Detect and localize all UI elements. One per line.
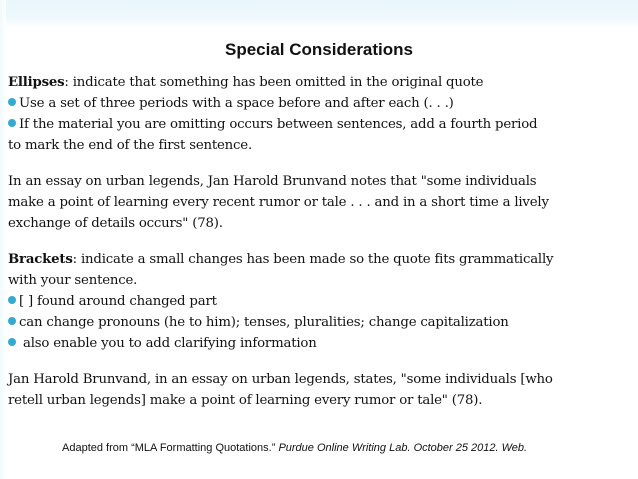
brackets-definition-continued: with your sentence.: [8, 273, 138, 288]
brackets-term: Brackets: [8, 252, 73, 267]
brackets-example: [8, 369, 633, 411]
bullet-icon: [8, 119, 16, 127]
brackets-definition: [8, 249, 633, 291]
ellipses-definition: [8, 72, 633, 93]
ellipses-example: [8, 171, 633, 234]
slide-body: [8, 72, 633, 411]
list-item: [8, 312, 633, 333]
ellipses-example-line-1: In an essay on urban legends, Jan Harold Brunvand notes that "some individuals: [8, 174, 537, 189]
ellipses-bullet-2-continued: to mark the end of the first sentence.: [8, 138, 252, 153]
ellipses-example-line-2: make a point of learning every recent rumor or tale . . . and in a short time a lively: [8, 195, 549, 210]
brackets-bullet-3: also enable you to add clarifying information: [19, 336, 317, 351]
brackets-example-line-2: retell urban legends] make a point of learning every rumor or tale" (78).: [8, 393, 483, 408]
ellipses-example-line-3: exchange of details occurs" (78).: [8, 216, 223, 231]
slide-title: Special Considerations: [225, 40, 413, 59]
bullet-icon: [8, 338, 16, 346]
top-decorative-bar: [0, 0, 638, 28]
ellipses-bullet-2: If the material you are omitting occurs between sentences, add a fourth period: [19, 117, 538, 132]
ellipses-bullet-1: Use a set of three periods with a space before and after each (. . .): [19, 96, 454, 111]
bullet-icon: [8, 296, 16, 304]
brackets-example-line-1: Jan Harold Brunvand, in an essay on urban legends, states, "some individuals [who: [8, 372, 553, 387]
bullet-icon: [8, 98, 16, 106]
left-decorative-edge: [0, 0, 6, 479]
citation-source: Purdue Online Writing Lab. October 25 2012. Web.: [278, 442, 528, 454]
list-item: [8, 114, 633, 156]
list-item: [8, 291, 633, 312]
list-item: [8, 93, 633, 114]
ellipses-definition-text: : indicate that something has been omitted in the original quote: [64, 75, 484, 90]
ellipses-term: Ellipses: [8, 75, 65, 90]
brackets-bullet-2: can change pronouns (he to him); tenses, pluralities; change capitalization: [19, 315, 509, 330]
list-item: [8, 333, 633, 354]
citation-prefix: Adapted from “MLA Formatting Quotations.”: [62, 442, 279, 454]
brackets-definition-text: : indicate a small changes has been made so the quote fits grammatically: [72, 252, 554, 267]
bullet-icon: [8, 317, 16, 325]
brackets-bullet-1: [ ] found around changed part: [19, 294, 217, 309]
source-citation: [62, 442, 527, 454]
